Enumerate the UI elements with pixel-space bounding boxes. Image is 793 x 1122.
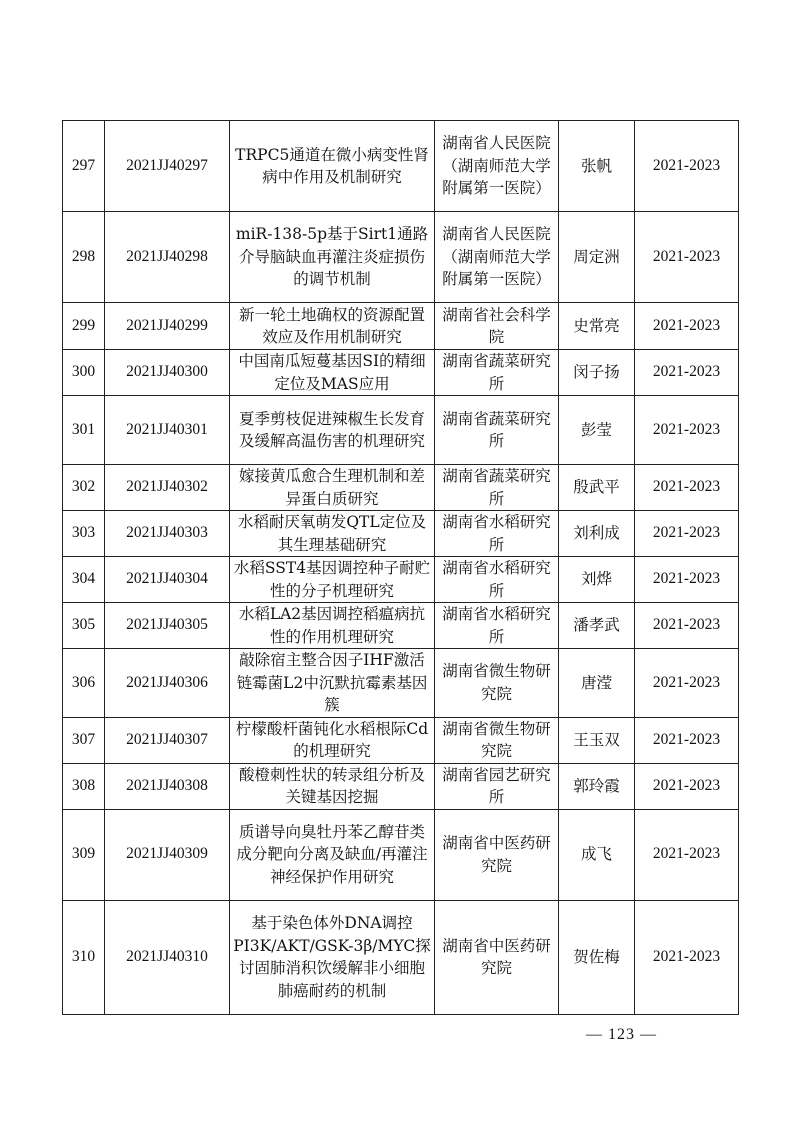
project-title: 敲除宿主整合因子IHF激活链霉菌L2中沉默抗霉素基因簇	[230, 649, 435, 718]
project-title: TRPC5通道在微小病变性肾病中作用及机制研究	[230, 121, 435, 212]
project-leader: 潘孝武	[559, 603, 635, 649]
table-row	[63, 763, 739, 809]
project-period: 2021-2023	[635, 465, 739, 511]
table-row	[63, 809, 739, 900]
project-code: 2021JJ40302	[105, 465, 230, 511]
row-number: 302	[63, 465, 105, 511]
project-leader: 唐滢	[559, 649, 635, 718]
project-period: 2021-2023	[635, 649, 739, 718]
table-row	[63, 396, 739, 465]
row-number: 300	[63, 350, 105, 396]
project-code: 2021JJ40297	[105, 121, 230, 212]
table-row	[63, 717, 739, 763]
row-number: 306	[63, 649, 105, 718]
project-title: 中国南瓜短蔓基因SI的精细定位及MAS应用	[230, 350, 435, 396]
project-title: 酸橙刺性状的转录组分析及关键基因挖掘	[230, 763, 435, 809]
project-title: miR-138-5p基于Sirt1通路介导脑缺血再灌注炎症损伤的调节机制	[230, 212, 435, 303]
host-unit: 湖南省中医药研究院	[435, 900, 559, 1014]
project-period: 2021-2023	[635, 717, 739, 763]
project-code: 2021JJ40307	[105, 717, 230, 763]
project-leader: 史常亮	[559, 303, 635, 350]
project-leader: 彭莹	[559, 396, 635, 465]
project-leader: 殷武平	[559, 465, 635, 511]
host-unit: 湖南省蔬菜研究所	[435, 465, 559, 511]
row-number: 310	[63, 900, 105, 1014]
host-unit: 湖南省人民医院（湖南师范大学附属第一医院）	[435, 121, 559, 212]
row-number: 309	[63, 809, 105, 900]
host-unit: 湖南省微生物研究院	[435, 717, 559, 763]
project-title: 嫁接黄瓜愈合生理机制和差异蛋白质研究	[230, 465, 435, 511]
project-title: 质谱导向臭牡丹苯乙醇苷类成分靶向分离及缺血/再灌注神经保护作用研究	[230, 809, 435, 900]
project-title: 基于染色体外DNA调控PI3K/AKT/GSK-3β/MYC探讨固肺消积饮缓解非小细胞肺癌耐药的机制	[230, 900, 435, 1014]
project-leader: 周定洲	[559, 212, 635, 303]
table-row	[63, 212, 739, 303]
table-row	[63, 557, 739, 603]
row-number: 301	[63, 396, 105, 465]
project-leader: 成飞	[559, 809, 635, 900]
project-code: 2021JJ40300	[105, 350, 230, 396]
row-number: 299	[63, 303, 105, 350]
project-leader: 刘利成	[559, 511, 635, 557]
table-row	[63, 900, 739, 1014]
project-leader: 王玉双	[559, 717, 635, 763]
project-code: 2021JJ40304	[105, 557, 230, 603]
project-code: 2021JJ40305	[105, 603, 230, 649]
project-code: 2021JJ40301	[105, 396, 230, 465]
project-period: 2021-2023	[635, 350, 739, 396]
host-unit: 湖南省蔬菜研究所	[435, 350, 559, 396]
project-leader: 闵子扬	[559, 350, 635, 396]
table-row	[63, 350, 739, 396]
host-unit: 湖南省社会科学院	[435, 303, 559, 350]
project-title: 柠檬酸杆菌钝化水稻根际Cd的机理研究	[230, 717, 435, 763]
row-number: 298	[63, 212, 105, 303]
projects-table	[62, 120, 739, 1015]
row-number: 307	[63, 717, 105, 763]
project-code: 2021JJ40306	[105, 649, 230, 718]
host-unit: 湖南省蔬菜研究所	[435, 396, 559, 465]
project-title: 夏季剪枝促进辣椒生长发育及缓解高温伤害的机理研究	[230, 396, 435, 465]
page-number: — 123 —	[586, 1026, 657, 1043]
table-row	[63, 511, 739, 557]
project-title: 水稻耐厌氧萌发QTL定位及其生理基础研究	[230, 511, 435, 557]
project-period: 2021-2023	[635, 303, 739, 350]
project-leader: 张帆	[559, 121, 635, 212]
project-code: 2021JJ40298	[105, 212, 230, 303]
table-row	[63, 603, 739, 649]
host-unit: 湖南省微生物研究院	[435, 649, 559, 718]
project-code: 2021JJ40308	[105, 763, 230, 809]
row-number: 305	[63, 603, 105, 649]
host-unit: 湖南省水稻研究所	[435, 603, 559, 649]
project-period: 2021-2023	[635, 603, 739, 649]
project-period: 2021-2023	[635, 511, 739, 557]
host-unit: 湖南省人民医院（湖南师范大学附属第一医院）	[435, 212, 559, 303]
project-leader: 贺佐梅	[559, 900, 635, 1014]
host-unit: 湖南省园艺研究所	[435, 763, 559, 809]
table-row	[63, 465, 739, 511]
project-period: 2021-2023	[635, 557, 739, 603]
host-unit: 湖南省水稻研究所	[435, 511, 559, 557]
row-number: 303	[63, 511, 105, 557]
table-body	[63, 121, 739, 1015]
host-unit: 湖南省水稻研究所	[435, 557, 559, 603]
row-number: 308	[63, 763, 105, 809]
project-period: 2021-2023	[635, 212, 739, 303]
project-title: 新一轮土地确权的资源配置效应及作用机制研究	[230, 303, 435, 350]
project-period: 2021-2023	[635, 121, 739, 212]
project-leader: 郭玲霞	[559, 763, 635, 809]
project-period: 2021-2023	[635, 809, 739, 900]
table-row	[63, 649, 739, 718]
project-code: 2021JJ40299	[105, 303, 230, 350]
project-leader: 刘烨	[559, 557, 635, 603]
host-unit: 湖南省中医药研究院	[435, 809, 559, 900]
project-code: 2021JJ40309	[105, 809, 230, 900]
project-code: 2021JJ40303	[105, 511, 230, 557]
project-period: 2021-2023	[635, 396, 739, 465]
row-number: 304	[63, 557, 105, 603]
table-row	[63, 121, 739, 212]
table-row	[63, 303, 739, 350]
project-period: 2021-2023	[635, 763, 739, 809]
row-number: 297	[63, 121, 105, 212]
project-code: 2021JJ40310	[105, 900, 230, 1014]
project-period: 2021-2023	[635, 900, 739, 1014]
project-title: 水稻LA2基因调控稻瘟病抗性的作用机理研究	[230, 603, 435, 649]
project-title: 水稻SST4基因调控种子耐贮性的分子机理研究	[230, 557, 435, 603]
